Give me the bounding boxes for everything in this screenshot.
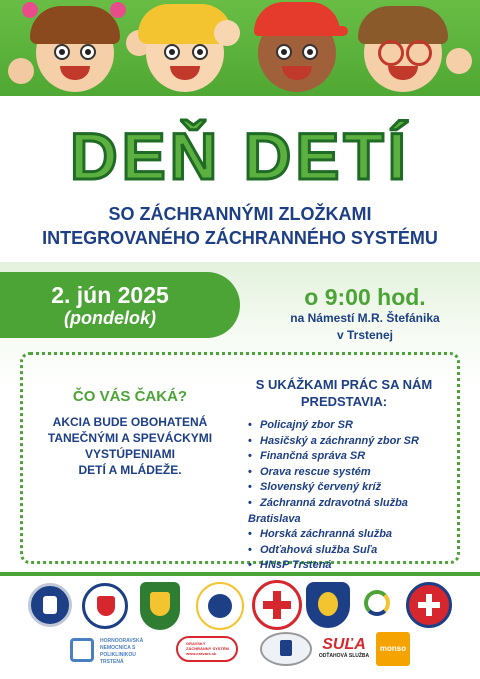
list-item: • Finančná správa SR <box>248 449 448 465</box>
hospital-logo <box>70 636 170 666</box>
rescue-system-logo <box>196 582 244 630</box>
list-item: • Záchranná zdravotná služba Bratislava <box>248 496 448 527</box>
program-line: VYSTÚPENIAMI <box>84 447 175 461</box>
organizations-list <box>248 418 448 574</box>
list-item: • Horská záchranná služba <box>248 527 448 543</box>
child-blonde-icon <box>146 14 224 92</box>
event-time: o 9:00 hod. <box>304 284 426 310</box>
event-date: 2. jún 2025 <box>51 282 169 308</box>
event-place <box>250 310 480 344</box>
program-heading: ČO VÁS ČAKÁ? <box>72 388 188 405</box>
ambulance-name-line: ZÁCHRANNÝ SYSTÉM <box>186 646 229 651</box>
header-banner <box>0 0 480 96</box>
event-subtitle <box>0 202 480 250</box>
orava-rescue-logo <box>406 582 452 628</box>
organizations-heading-line: S UKÁŽKAMI PRÁC SA NÁM <box>255 377 433 392</box>
subtitle-line: SO ZÁCHRANNÝMI ZLOŽKAMI <box>108 204 372 224</box>
organizations-heading-line: PREDSTAVIA: <box>300 394 388 409</box>
place-line: v Trstenej <box>336 328 394 342</box>
hospital-name-line: HORNOORAVSKÁ <box>100 638 144 644</box>
firefighters-logo <box>82 583 128 629</box>
medical-service-logo <box>306 582 350 628</box>
list-item: • Hasičský a záchranný zbor SR <box>248 434 448 450</box>
ambulance-url: www.oravars.sk <box>186 651 217 656</box>
child-girl-icon <box>36 14 114 92</box>
list-item: • Policajný zbor SR <box>248 418 448 434</box>
event-day: (pondelok) <box>64 308 156 328</box>
list-item: • Slovenský červený kríž <box>248 480 448 496</box>
hospital-icon <box>70 638 94 662</box>
customs-crest-logo <box>140 582 180 630</box>
program-line: TANEČNÝMI A SPEVÁCKYMI <box>47 431 213 445</box>
hospital-name-line: NEMOCNICA S POLIKLINIKOU <box>100 645 136 658</box>
event-title: DEŇ DETÍ <box>69 119 411 193</box>
sula-towing-logo <box>314 636 374 664</box>
program-line: DETÍ A MLÁDEŽE. <box>78 463 182 477</box>
monso-logo <box>376 632 410 666</box>
mountain-rescue-logo <box>358 584 396 624</box>
police-badge-logo <box>28 583 72 627</box>
child-glasses-icon <box>364 14 442 92</box>
ambulance-name-line: ORAVSKÝ <box>186 641 206 646</box>
program-description <box>40 414 220 478</box>
hospital-name-line: TRSTENÁ <box>100 659 124 665</box>
list-item: • Orava rescue systém <box>248 465 448 481</box>
sula-name: SUĽA <box>322 636 366 653</box>
place-line: na Námestí M.R. Štefánika <box>290 311 440 325</box>
police-seal-logo <box>260 632 312 666</box>
subtitle-line: INTEGROVANÉHO ZÁCHRANNÉHO SYSTÉMU <box>42 228 438 248</box>
ambulance-logo <box>176 636 238 662</box>
child-hand-icon <box>8 58 34 84</box>
footer-divider <box>0 572 480 576</box>
sula-subtitle: ODŤAHOVÁ SLUŽBA <box>318 653 370 659</box>
list-item: • HNsP Trstená <box>248 558 448 574</box>
child-boy-cap-icon <box>258 14 336 92</box>
red-cross-logo <box>252 580 302 630</box>
organizations-heading <box>246 376 442 410</box>
list-item: • Odťahová služba Suľa <box>248 543 448 559</box>
program-line: AKCIA BUDE OBOHATENÁ <box>52 415 208 429</box>
child-hand-icon <box>446 48 472 74</box>
monso-text: monso <box>379 644 407 653</box>
child-hand-icon <box>214 20 240 46</box>
